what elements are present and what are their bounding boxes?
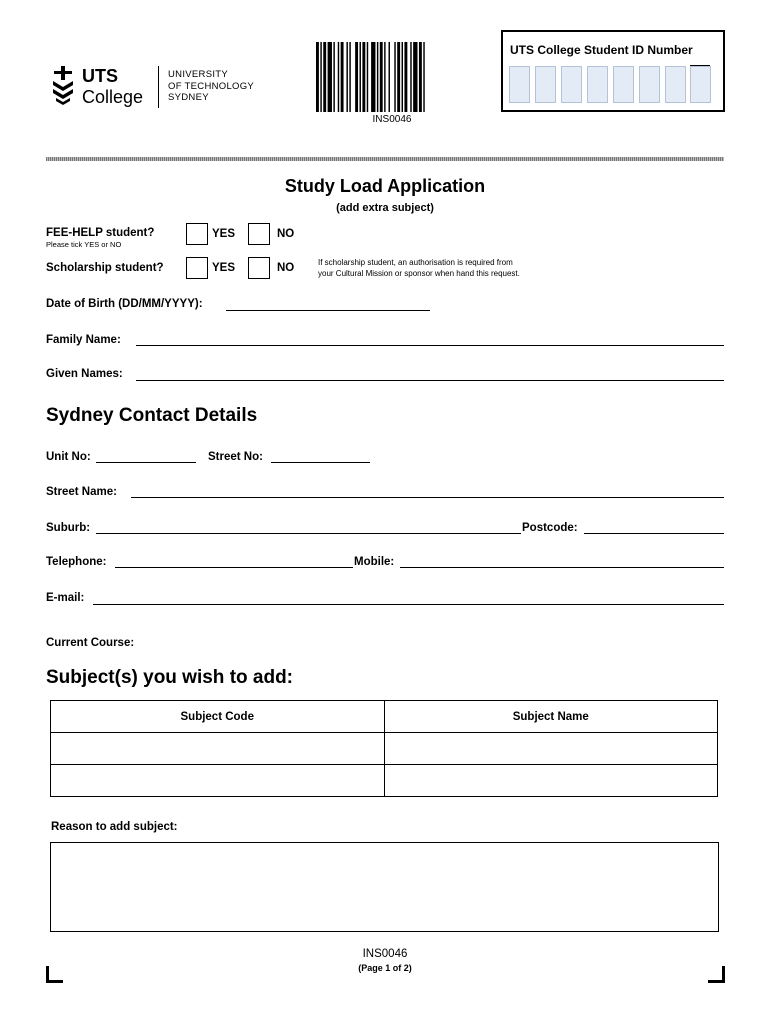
logo-brand-line2: College bbox=[82, 87, 144, 107]
barcode-bar bbox=[384, 42, 385, 112]
fee-help-yes-checkbox[interactable] bbox=[186, 223, 208, 245]
unit-no-label: Unit No: bbox=[46, 451, 91, 463]
barcode-bar bbox=[328, 42, 332, 112]
barcode-bar bbox=[355, 42, 358, 112]
subject-code-cell[interactable] bbox=[51, 733, 385, 765]
barcode bbox=[316, 42, 468, 112]
scholarship-no-label: NO bbox=[277, 262, 295, 274]
barcode-bar bbox=[323, 42, 326, 112]
scholarship-note bbox=[318, 257, 520, 279]
telephone-field[interactable] bbox=[115, 567, 353, 568]
table-row bbox=[51, 733, 718, 765]
table-header-row bbox=[51, 701, 718, 733]
subject-name-cell[interactable] bbox=[384, 733, 718, 765]
street-no-field[interactable] bbox=[271, 462, 370, 463]
logo-uni-line1: UNIVERSITY bbox=[168, 69, 229, 80]
subject-code-header: Subject Code bbox=[51, 701, 385, 733]
logo-uni-line2: OF TECHNOLOGY bbox=[168, 80, 255, 92]
barcode-bar bbox=[338, 42, 339, 112]
street-name-field[interactable] bbox=[131, 497, 724, 498]
postcode-label: Postcode: bbox=[522, 522, 578, 534]
barcode-bar bbox=[389, 42, 390, 112]
fee-help-hint: Please tick YES or NO bbox=[46, 240, 122, 249]
page-title: Study Load Application bbox=[284, 176, 486, 196]
corner-mark-bottom-right bbox=[708, 966, 725, 983]
unit-no-field[interactable] bbox=[96, 462, 196, 463]
student-id-cell[interactable] bbox=[561, 66, 582, 103]
barcode-bar bbox=[413, 42, 417, 112]
barcode-bar bbox=[402, 42, 403, 112]
given-names-label: Given Names: bbox=[46, 368, 123, 380]
barcode-bar bbox=[410, 42, 411, 112]
barcode-bar bbox=[349, 42, 350, 112]
student-id-cell[interactable] bbox=[587, 66, 608, 103]
page-subtitle: (add extra subject) bbox=[336, 202, 434, 214]
scholarship-note-line1: If scholarship student, an authorisation is required from bbox=[318, 258, 513, 267]
reason-textarea[interactable] bbox=[50, 842, 719, 932]
subject-code-cell[interactable] bbox=[51, 765, 385, 797]
barcode-bar bbox=[397, 42, 400, 112]
suburb-field[interactable] bbox=[96, 533, 521, 534]
student-id-cell[interactable] bbox=[509, 66, 530, 103]
footer-page-number: (Page 1 of 2) bbox=[358, 963, 412, 973]
barcode-bar bbox=[333, 42, 334, 112]
subject-name-header: Subject Name bbox=[384, 701, 718, 733]
family-name-field[interactable] bbox=[136, 345, 724, 346]
barcode-text: INS0046 bbox=[372, 114, 412, 125]
suburb-label: Suburb: bbox=[46, 522, 91, 534]
barcode-bar bbox=[419, 42, 422, 112]
scholarship-no-checkbox[interactable] bbox=[248, 257, 270, 279]
email-label: E-mail: bbox=[46, 592, 85, 604]
fee-help-no-checkbox[interactable] bbox=[248, 223, 270, 245]
student-id-dash bbox=[690, 65, 710, 66]
corner-mark-bottom-left bbox=[46, 966, 63, 983]
logo-divider bbox=[158, 66, 159, 108]
table-row bbox=[51, 765, 718, 797]
given-names-field[interactable] bbox=[136, 380, 724, 381]
uts-logo-icon bbox=[50, 66, 76, 106]
subject-name-cell[interactable] bbox=[384, 765, 718, 797]
street-no-label: Street No: bbox=[208, 451, 263, 463]
footer-form-code: INS0046 bbox=[362, 948, 408, 960]
student-id-cell[interactable] bbox=[690, 66, 711, 103]
fee-help-yes-label: YES bbox=[212, 228, 236, 240]
barcode-bar bbox=[394, 42, 395, 112]
street-name-label: Street Name: bbox=[46, 486, 117, 498]
logo-uni-line3: SYDNEY bbox=[168, 92, 209, 103]
subjects-heading: Subject(s) you wish to add: bbox=[46, 667, 294, 688]
barcode-bar bbox=[341, 42, 344, 112]
barcode-bar bbox=[377, 42, 378, 112]
student-id-cell[interactable] bbox=[639, 66, 660, 103]
barcode-bar bbox=[320, 42, 321, 112]
scholarship-note-line2: your Cultural Mission or sponsor when hand this request. bbox=[318, 269, 520, 278]
dob-field[interactable] bbox=[226, 310, 430, 311]
barcode-bar bbox=[367, 42, 368, 112]
contact-details-heading: Sydney Contact Details bbox=[46, 405, 258, 426]
barcode-bar bbox=[360, 42, 361, 112]
scholarship-label: Scholarship student? bbox=[46, 262, 164, 274]
dob-label: Date of Birth (DD/MM/YYYY): bbox=[46, 298, 203, 310]
email-field[interactable] bbox=[93, 604, 724, 605]
barcode-bar bbox=[362, 42, 365, 112]
scholarship-yes-label: YES bbox=[212, 262, 236, 274]
barcode-bar bbox=[316, 42, 319, 112]
student-id-cell[interactable] bbox=[665, 66, 686, 103]
family-name-label: Family Name: bbox=[46, 334, 121, 346]
fee-help-label: FEE-HELP student? bbox=[46, 227, 155, 239]
mobile-field[interactable] bbox=[400, 567, 724, 568]
barcode-bar bbox=[346, 42, 347, 112]
telephone-label: Telephone: bbox=[46, 556, 107, 568]
logo-university-text bbox=[168, 69, 254, 104]
barcode-bar bbox=[380, 42, 383, 112]
fee-help-no-label: NO bbox=[277, 228, 295, 240]
student-id-label: UTS College Student ID Number bbox=[510, 43, 693, 57]
student-id-cell[interactable] bbox=[613, 66, 634, 103]
mobile-label: Mobile: bbox=[354, 556, 395, 568]
student-id-cell[interactable] bbox=[535, 66, 556, 103]
postcode-field[interactable] bbox=[584, 533, 724, 534]
header-divider bbox=[46, 157, 724, 161]
subjects-table bbox=[50, 700, 718, 797]
logo-brand-line1: UTS bbox=[82, 66, 118, 86]
barcode-bar bbox=[423, 42, 424, 112]
reason-label: Reason to add subject: bbox=[51, 821, 178, 833]
current-course-label: Current Course: bbox=[46, 637, 135, 649]
barcode-bar bbox=[404, 42, 407, 112]
barcode-bar bbox=[371, 42, 375, 112]
scholarship-yes-checkbox[interactable] bbox=[186, 257, 208, 279]
